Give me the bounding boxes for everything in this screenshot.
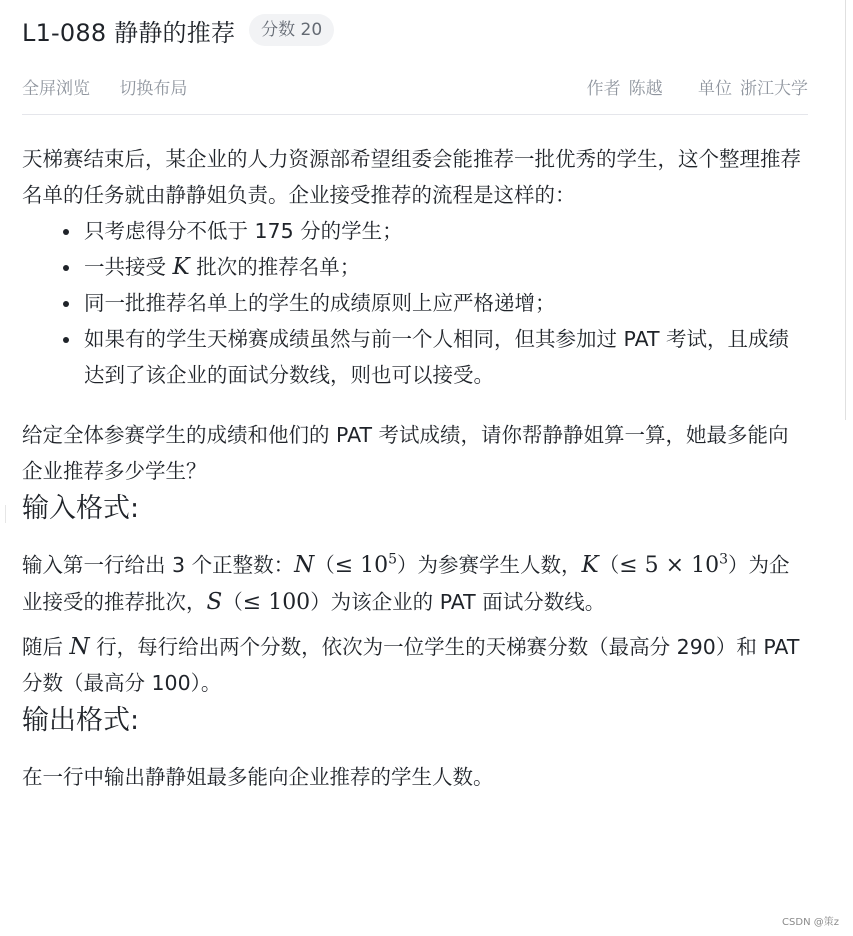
problem-description: 天梯赛结束后，某企业的人力资源部希望组委会能推荐一批优秀的学生，这个整理推荐名单的任务就由静静姐负责。企业接受推荐的流程是这样的： [22, 147, 801, 207]
input-paragraph-1 [22, 547, 808, 621]
math-exponent: 3 [719, 551, 728, 568]
math-variable-s: S [206, 589, 223, 615]
math-bound-k [619, 553, 728, 578]
math-variable-n: N [294, 552, 315, 578]
unit-info [698, 79, 808, 99]
output-paragraph: 在一行中输出静静姐最多能向企业推荐的学生人数。 [22, 765, 494, 789]
math-variable-k: K [172, 254, 190, 280]
math-text: ≤ 10 [334, 553, 389, 578]
rule-text: 如果有的学生天梯赛成绩虽然与前一个人相同，但其参加过 PAT 考试，且成绩达到了该企业的面试分数线，则也可以接受。 [84, 327, 790, 387]
scrollbar[interactable] [845, 0, 851, 420]
math-variable-k: K [581, 552, 599, 578]
panel-edge [0, 505, 6, 523]
fullscreen-link[interactable]: 全屏浏览 [22, 78, 90, 99]
input-format-heading: 输入格式: [22, 493, 140, 524]
text-run: （ [222, 590, 243, 614]
list-item [82, 285, 808, 321]
list-item [82, 321, 808, 393]
author-name: 陈越 [628, 78, 663, 99]
problem-panel [22, 0, 808, 795]
text-run: ）为企业接受的推荐批次， [22, 553, 790, 614]
switch-layout-link[interactable]: 切换布局 [119, 78, 188, 99]
author-info [587, 79, 663, 99]
problem-meta [587, 74, 808, 99]
problem-header [22, 0, 808, 58]
unit-name: 浙江大学 [740, 78, 808, 99]
text-run: 输入第一行给出 3 个正整数： [22, 553, 295, 577]
text-run: ）为参赛学生人数， [397, 553, 582, 577]
rule-text: 只考虑得分不低于 175 分的学生； [84, 219, 403, 243]
text-run: 随后 [22, 635, 70, 659]
score-badge: 分数 20 [249, 14, 334, 46]
math-exponent: 5 [388, 551, 398, 568]
problem-title: L1-088 静静的推荐 [22, 18, 236, 47]
math-text: ≤ 5 × 10 [619, 553, 720, 578]
math-bound-n [335, 553, 397, 578]
input-paragraph-2 [22, 629, 808, 701]
text-run: （ [314, 553, 335, 577]
toolbar-actions [22, 74, 187, 99]
rule-text: 同一批推荐名单上的学生的成绩原则上应严格递增； [84, 291, 556, 315]
text-run: ）为该企业的 PAT 面试分数线。 [310, 590, 606, 614]
watermark: CSDN @策z [782, 917, 839, 928]
unit-label: 单位 [698, 78, 732, 99]
rule-text-post: 批次的推荐名单； [189, 255, 361, 279]
list-item [82, 213, 808, 249]
list-item [82, 249, 808, 285]
output-format-heading: 输出格式: [22, 705, 140, 736]
problem-question: 给定全体参赛学生的成绩和他们的 PAT 考试成绩，请你帮静静姐算一算，她最多能向企业推荐多少学生？ [22, 423, 789, 483]
problem-toolbar [22, 58, 808, 115]
author-label: 作者 [586, 78, 621, 99]
math-bound-s: ≤ 100 [242, 590, 311, 615]
text-run: 行，每行给出两个分数，依次为一位学生的天梯赛分数（最高分 290）和 PAT 分数（最高分 100）。 [22, 635, 800, 695]
rule-text-pre: 一共接受 [84, 255, 173, 279]
rules-list [22, 213, 808, 393]
math-variable-n: N [69, 634, 90, 660]
text-run: （ [598, 553, 620, 577]
